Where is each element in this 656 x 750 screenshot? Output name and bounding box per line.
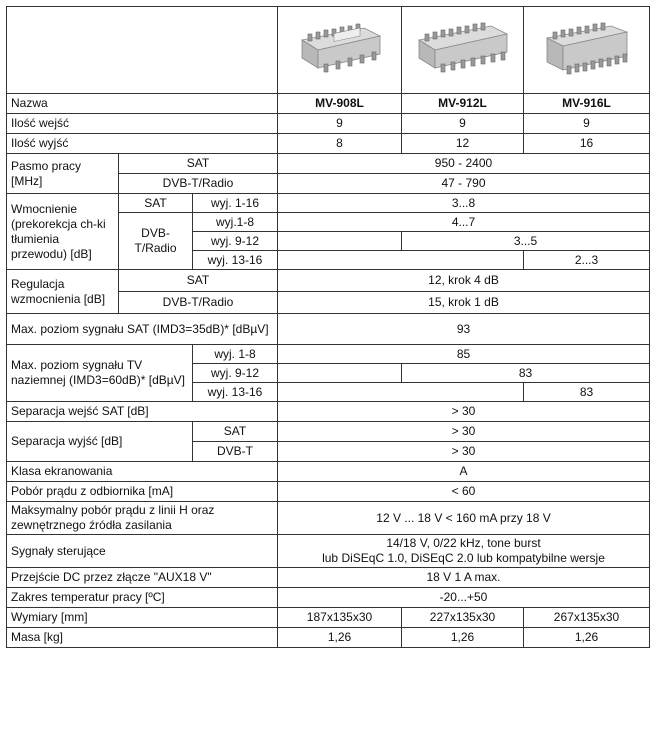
temp-value: -20...+50 <box>278 588 650 608</box>
control-value-line-2: lub DiSEqC 1.0, DiSEqC 2.0 lub kompatybilne wersje <box>322 551 605 565</box>
outputs-value: 8 <box>278 134 402 154</box>
mass-value: 1,26 <box>524 628 650 648</box>
dims-value: 267x135x30 <box>524 608 650 628</box>
header-empty-cell <box>7 7 278 94</box>
gain-sat-outputs: wyj. 1-16 <box>193 194 278 213</box>
shield-label: Klasa ekranowania <box>7 462 278 482</box>
dc-pass-label: Przejście DC przez złącze "AUX18 V" <box>7 568 278 588</box>
control-value <box>278 535 650 568</box>
dims-label: Wymiary [mm] <box>7 608 278 628</box>
gain-dvb-value-2: 3...5 <box>402 232 650 251</box>
gain-label: Wmocnienie (prekorekcja ch-ki tłumienia przewodu) [dB] <box>7 194 119 270</box>
max-tv-value-1: 85 <box>278 345 650 364</box>
mass-value: 1,26 <box>278 628 402 648</box>
model-3-image-cell <box>524 7 650 94</box>
band-sat-value: 950 - 2400 <box>278 154 650 174</box>
max-tv-value-2: 83 <box>402 364 650 383</box>
gain-adj-dvb-value: 15, krok 1 dB <box>278 292 650 314</box>
outputs-value: 16 <box>524 134 650 154</box>
empty-cell <box>278 251 524 270</box>
outputs-label: Ilość wyjść <box>7 134 278 154</box>
shield-value: A <box>278 462 650 482</box>
band-dvb-value: 47 - 790 <box>278 174 650 194</box>
max-sat-value: 93 <box>278 314 650 345</box>
gain-sat-value: 3...8 <box>278 194 650 213</box>
dims-value: 187x135x30 <box>278 608 402 628</box>
model-name: MV-912L <box>402 94 524 114</box>
max-tv-outputs-3: wyj. 13-16 <box>193 383 278 402</box>
inputs-value: 9 <box>402 114 524 134</box>
control-label: Sygnały sterujące <box>7 535 278 568</box>
max-tv-value-3: 83 <box>524 383 650 402</box>
model-2-image-cell <box>402 7 524 94</box>
max-current-label: Maksymalny pobór prądu z linii H oraz zewnętrznego źródła zasilania <box>7 502 278 535</box>
control-value-line-1: 14/18 V, 0/22 kHz, tone burst <box>386 536 541 550</box>
sep-out-sat-value: > 30 <box>278 422 650 442</box>
gain-dvb-label: DVB-T/Radio <box>119 213 193 270</box>
max-tv-label: Max. poziom sygnału TV naziemnej (IMD3=60dB)* [dBµV] <box>7 345 193 402</box>
sep-out-dvb-label: DVB-T <box>193 442 278 462</box>
gain-adj-sat-value: 12, krok 4 dB <box>278 270 650 292</box>
model-1-image-cell <box>278 7 402 94</box>
gain-dvb-outputs-1: wyj.1-8 <box>193 213 278 232</box>
max-tv-outputs-2: wyj. 9-12 <box>193 364 278 383</box>
mass-label: Masa [kg] <box>7 628 278 648</box>
gain-dvb-outputs-3: wyj. 13-16 <box>193 251 278 270</box>
spec-table <box>6 6 650 648</box>
max-tv-outputs-1: wyj. 1-8 <box>193 345 278 364</box>
gain-dvb-value-1: 4...7 <box>278 213 650 232</box>
gain-dvb-outputs-2: wyj. 9-12 <box>193 232 278 251</box>
inputs-label: Ilość wejść <box>7 114 278 134</box>
sep-in-label: Separacja wejść SAT [dB] <box>7 402 278 422</box>
gain-adj-sat-label: SAT <box>119 270 278 292</box>
empty-cell <box>278 232 402 251</box>
model-name: MV-908L <box>278 94 402 114</box>
band-dvb-label: DVB-T/Radio <box>119 174 278 194</box>
multiswitch-9in-8out-photo <box>294 18 386 82</box>
dc-pass-value: 18 V 1 A max. <box>278 568 650 588</box>
max-current-value: 12 V ... 18 V < 160 mA przy 18 V <box>278 502 650 535</box>
gain-dvb-value-3: 2...3 <box>524 251 650 270</box>
sep-in-value: > 30 <box>278 402 650 422</box>
gain-adj-dvb-label: DVB-T/Radio <box>119 292 278 314</box>
multiswitch-9in-12out-photo <box>413 18 513 82</box>
sep-out-dvb-value: > 30 <box>278 442 650 462</box>
empty-cell <box>278 364 402 383</box>
empty-cell <box>278 383 524 402</box>
dims-value: 227x135x30 <box>402 608 524 628</box>
name-label: Nazwa <box>7 94 278 114</box>
product-1-drawing <box>302 24 380 72</box>
inputs-value: 9 <box>278 114 402 134</box>
product-2-drawing <box>419 23 507 72</box>
max-sat-label: Max. poziom sygnału SAT (IMD3=35dB)* [dBµV] <box>7 314 278 345</box>
temp-label: Zakres temperatur pracy [ºC] <box>7 588 278 608</box>
outputs-value: 12 <box>402 134 524 154</box>
band-sat-label: SAT <box>119 154 278 174</box>
sep-out-label: Separacja wyjść [dB] <box>7 422 193 462</box>
band-label: Pasmo pracy [MHz] <box>7 154 119 194</box>
current-label: Pobór prądu z odbiornika [mA] <box>7 482 278 502</box>
sep-out-sat-label: SAT <box>193 422 278 442</box>
product-3-drawing <box>547 23 627 74</box>
mass-value: 1,26 <box>402 628 524 648</box>
gain-adj-label: Regulacja wzmocnienia [dB] <box>7 270 119 314</box>
inputs-value: 9 <box>524 114 650 134</box>
multiswitch-9in-16out-photo <box>539 18 635 82</box>
current-value: < 60 <box>278 482 650 502</box>
model-name: MV-916L <box>524 94 650 114</box>
gain-sat-label: SAT <box>119 194 193 213</box>
